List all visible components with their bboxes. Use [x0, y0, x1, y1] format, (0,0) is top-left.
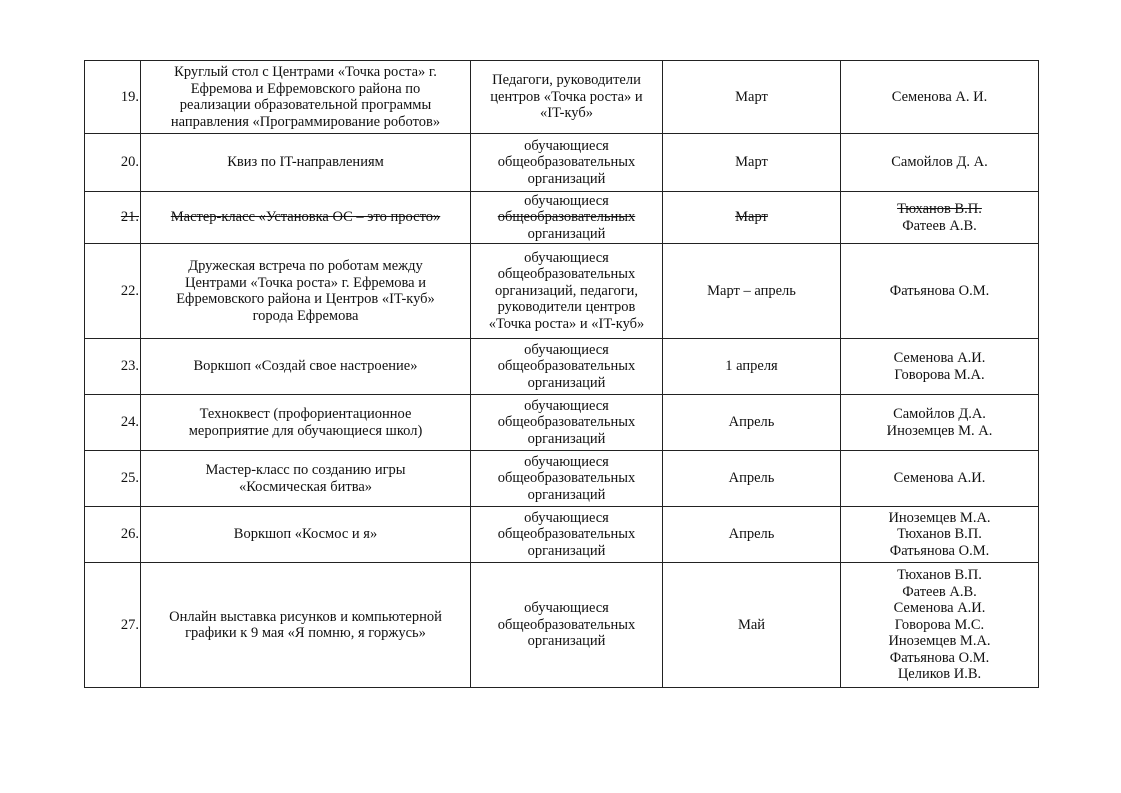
table-row: [85, 563, 1039, 688]
date-cell: Апрель: [663, 507, 841, 563]
event-plan-table: [84, 60, 1039, 688]
responsible-cell: Иноземцев М.А. Тюханов В.П. Фатьянова О.М.: [841, 507, 1039, 563]
participants-cell: обучающиеся общеобразовательных организаций: [471, 507, 663, 563]
responsible-cell: Тюханов В.П. Фатеев А.В.: [841, 192, 1039, 244]
participants-cell: Педагоги, руководители центров «Точка роста» и «IT-куб»: [471, 61, 663, 134]
table-row: [85, 244, 1039, 339]
event-cell: Дружеская встреча по роботам между Центрами «Точка роста» г. Ефремова и Ефремовского района и Центров «IT-куб» города Ефремова: [141, 244, 471, 339]
responsible-cell: Семенова А. И.: [841, 61, 1039, 134]
date-cell: Март: [663, 192, 841, 244]
date-cell: 1 апреля: [663, 339, 841, 395]
table-row: [85, 395, 1039, 451]
row-number: 26.: [85, 507, 141, 563]
table-row: [85, 134, 1039, 192]
responsible-cell: Семенова А.И. Говорова М.А.: [841, 339, 1039, 395]
participants-cell: обучающиеся общеобразовательных организаций: [471, 192, 663, 244]
table-row: [85, 507, 1039, 563]
table-row: [85, 339, 1039, 395]
event-cell: Круглый стол с Центрами «Точка роста» г. Ефремова и Ефремовского района по реализации образовательной программы направления «Программирование роботов»: [141, 61, 471, 134]
participants-cell: обучающиеся общеобразовательных организаций: [471, 563, 663, 688]
event-cell: Техноквест (профориентационное мероприятие для обучающиеся школ): [141, 395, 471, 451]
row-number: 19.: [85, 61, 141, 134]
date-cell: Апрель: [663, 451, 841, 507]
row-number: 21.: [85, 192, 141, 244]
event-cell: Мастер-класс по созданию игры «Космическая битва»: [141, 451, 471, 507]
table-row: [85, 451, 1039, 507]
row-number: 24.: [85, 395, 141, 451]
date-cell: Май: [663, 563, 841, 688]
event-cell: Мастер-класс «Установка ОС – это просто»: [141, 192, 471, 244]
responsible-cell: Семенова А.И.: [841, 451, 1039, 507]
row-number: 20.: [85, 134, 141, 192]
participants-cell: обучающиеся общеобразовательных организаций: [471, 339, 663, 395]
participants-cell: обучающиеся общеобразовательных организаций: [471, 134, 663, 192]
row-number: 23.: [85, 339, 141, 395]
table-row-struck: [85, 192, 1039, 244]
responsible-cell: Самойлов Д. А.: [841, 134, 1039, 192]
table-row: [85, 61, 1039, 134]
responsible-cell: Фатьянова О.М.: [841, 244, 1039, 339]
row-number: 27.: [85, 563, 141, 688]
responsible-cell: Тюханов В.П. Фатеев А.В. Семенова А.И. Говорова М.С. Иноземцев М.А. Фатьянова О.М. Целиков И.В.: [841, 563, 1039, 688]
event-cell: Онлайн выставка рисунков и компьютерной графики к 9 мая «Я помню, я горжусь»: [141, 563, 471, 688]
date-cell: Апрель: [663, 395, 841, 451]
event-cell: Квиз по IT-направлениям: [141, 134, 471, 192]
event-cell: Воркшоп «Создай свое настроение»: [141, 339, 471, 395]
date-cell: Март – апрель: [663, 244, 841, 339]
row-number: 25.: [85, 451, 141, 507]
date-cell: Март: [663, 61, 841, 134]
participants-cell: обучающиеся общеобразовательных организаций, педагоги, руководители центров «Точка роста» и «IT-куб»: [471, 244, 663, 339]
event-cell: Воркшоп «Космос и я»: [141, 507, 471, 563]
participants-cell: обучающиеся общеобразовательных организаций: [471, 451, 663, 507]
participants-cell: обучающиеся общеобразовательных организаций: [471, 395, 663, 451]
responsible-cell: Самойлов Д.А. Иноземцев М. А.: [841, 395, 1039, 451]
row-number: 22.: [85, 244, 141, 339]
date-cell: Март: [663, 134, 841, 192]
